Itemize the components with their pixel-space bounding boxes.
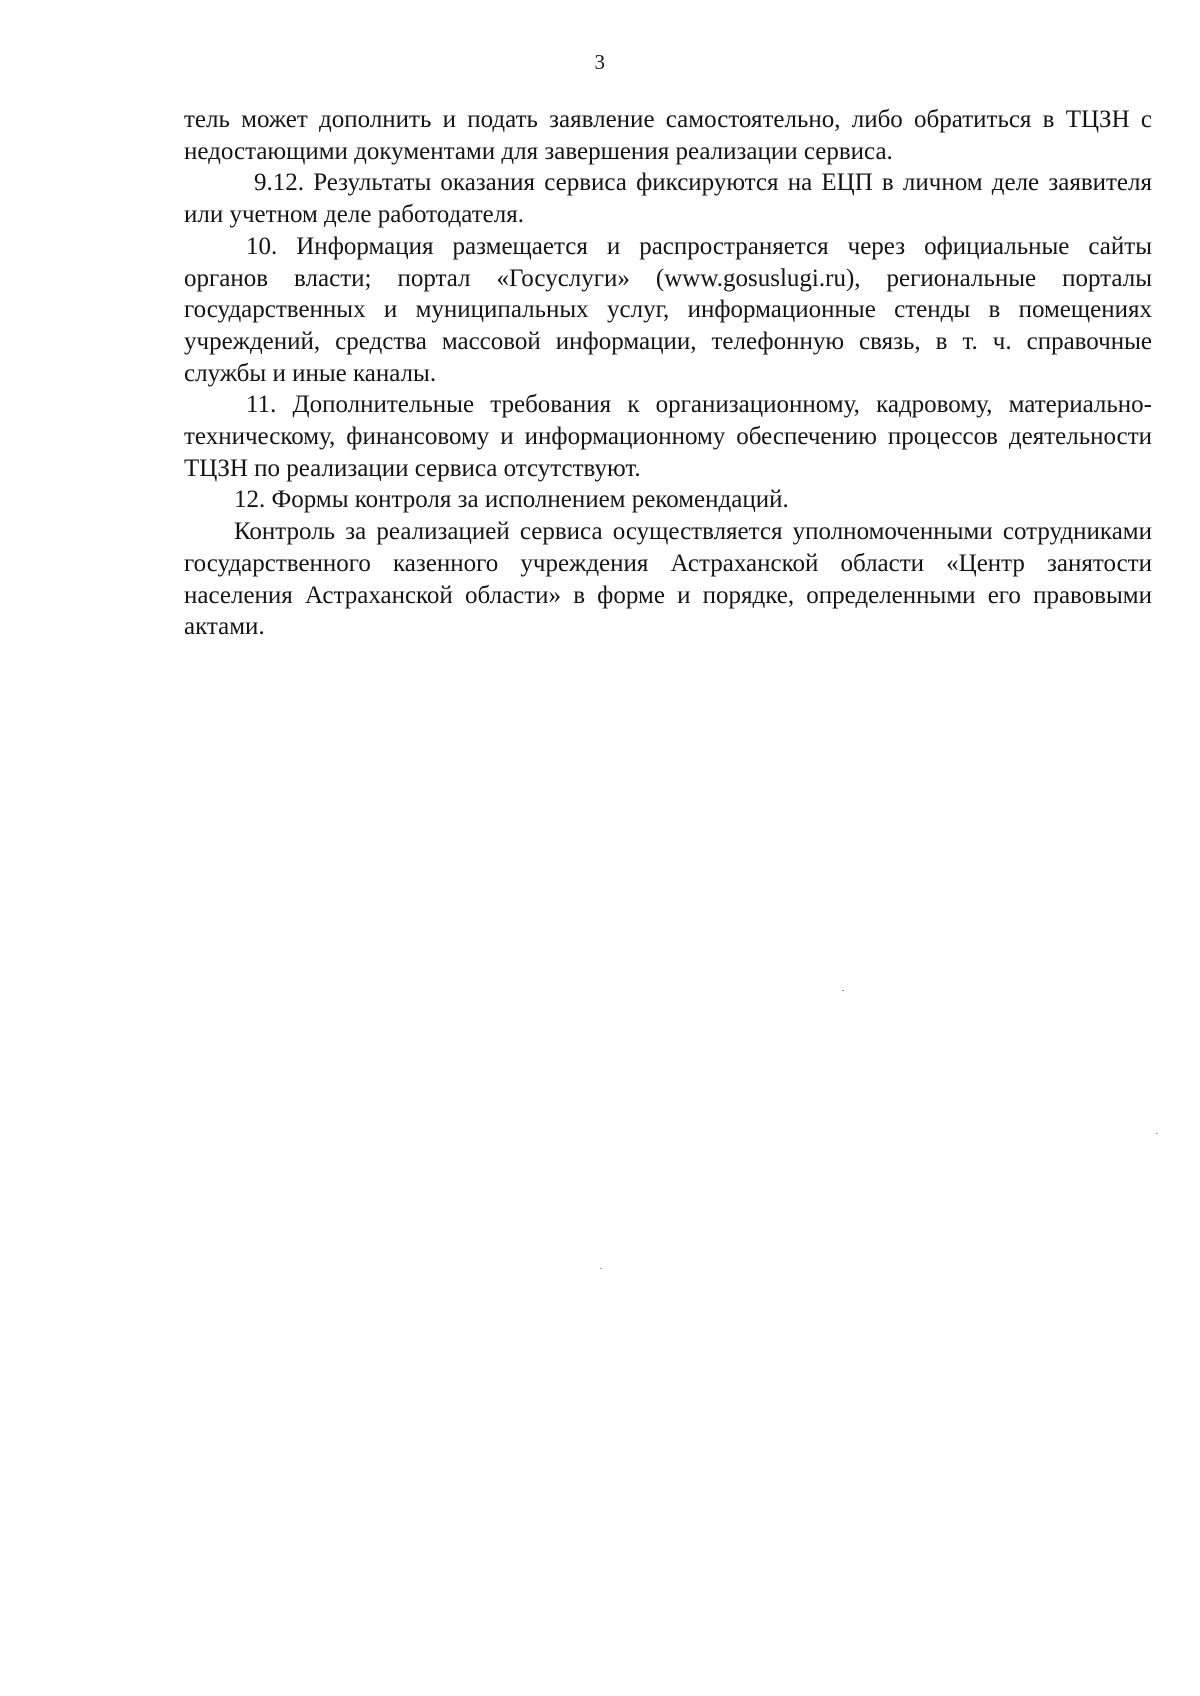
paragraph-12: 12. Формы контроля за исполнением рекомендаций. (234, 486, 789, 514)
paragraph-continuation: тель может дополнить и подать заявление самостоятельно, либо обратиться в ТЦЗН с недостающими документами для завершения реализации сервиса. (184, 106, 1152, 165)
scan-speck (600, 1268, 602, 1269)
paragraph-10: 10. Информация размещается и распространяется через официальные сайты органов власти; портал «Госуслуги» (www.gosuslugi.ru), региональные порталы государственных и муниципальных услуг, информационные стенды в помещениях учреждений, средства массовой информации, телефонную связь, в т. ч. справочные службы и иные каналы. (184, 232, 1152, 387)
document-body (184, 104, 1152, 643)
paragraph-11: 11. Дополнительные требования к организационному, кадровому, материально-техническому, финансовому и информационному обеспечению процессов деятельности ТЦЗН по реализации сервиса отсутствуют. (184, 391, 1152, 482)
scan-speck (842, 990, 844, 991)
scan-speck (1156, 1133, 1158, 1134)
paragraph-9-12: 9.12. Результаты оказания сервиса фиксируются на ЕЦП в личном деле заявителя или учетном деле работодателя. (184, 169, 1152, 229)
paragraph-control: Контроль за реализацией сервиса осуществляется уполномоченными сотрудниками государственного казенного учреждения Астраханской области «Центр занятости населения Астраханской области» в форме и порядке, определенными его правовыми актами. (184, 518, 1152, 641)
page-number: 3 (594, 50, 606, 74)
